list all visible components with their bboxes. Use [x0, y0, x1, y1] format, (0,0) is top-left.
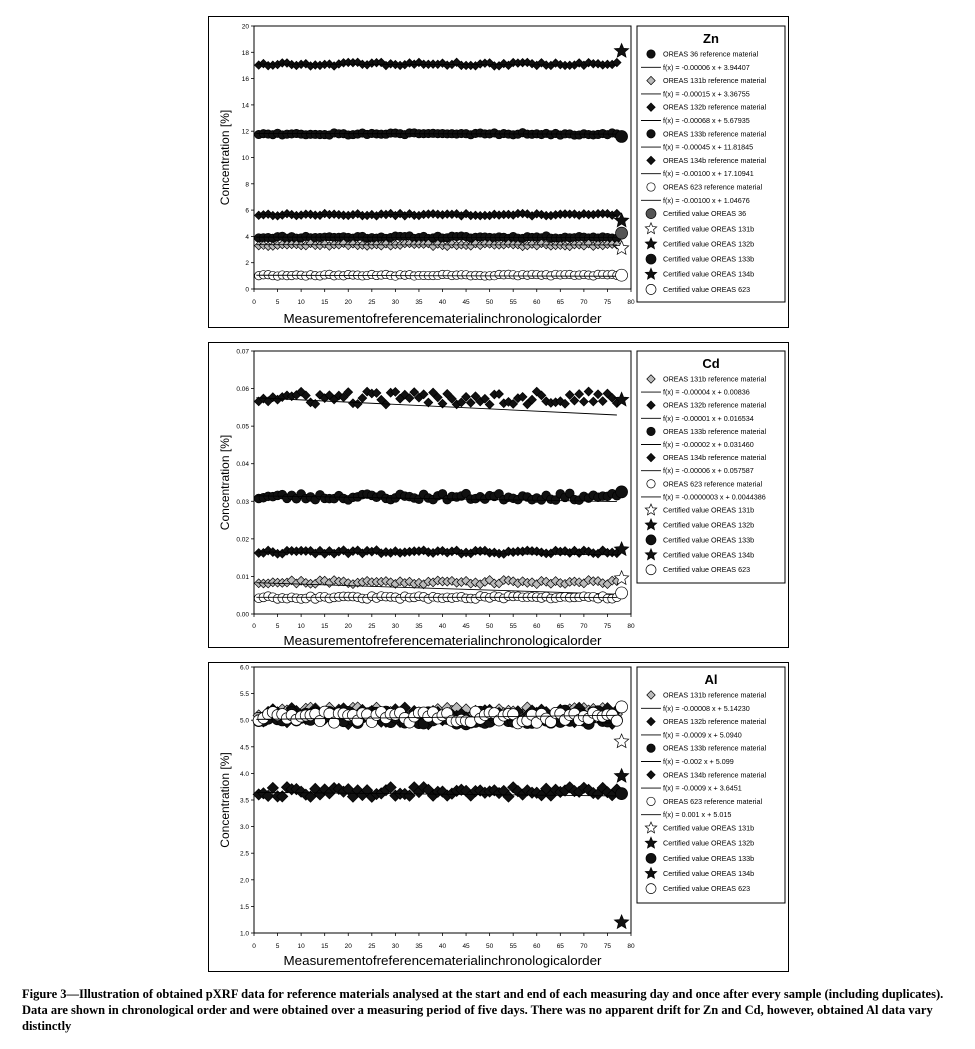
y-tick-label: 8	[245, 181, 249, 189]
legend-entry-label: Certified value OREAS 133b	[663, 535, 755, 545]
legend-entry-label: Certified value OREAS 133b	[663, 853, 755, 863]
y-tick-label: 2	[245, 260, 249, 268]
legend-marker	[647, 183, 655, 191]
legend-trend-formula: f(x) = -0.00045 x + 11.81845	[663, 142, 754, 152]
x-tick-label: 75	[603, 299, 612, 306]
chart-title: Al	[704, 672, 718, 687]
x-tick-label: 40	[438, 623, 447, 630]
certified-value-point	[616, 269, 628, 281]
data-point	[589, 397, 598, 406]
legend-entry-label: Certified value OREAS 132b	[663, 239, 755, 249]
x-tick-label: 0	[252, 299, 256, 306]
y-tick-label: 0.03	[236, 498, 249, 506]
legend-entry-label: OREAS 132b reference material	[663, 717, 767, 727]
y-tick-label: 5.0	[239, 717, 249, 725]
y-tick-label: 3.0	[239, 824, 249, 832]
x-tick-label: 15	[321, 943, 329, 950]
y-tick-label: 4.0	[239, 770, 249, 778]
y-tick-label: 5.5	[239, 691, 249, 699]
y-tick-label: 10	[241, 155, 249, 162]
data-point	[584, 387, 593, 396]
legend-marker	[646, 884, 656, 894]
x-tick-label: 5	[275, 943, 280, 950]
certified-value-point	[614, 915, 628, 929]
y-tick-label: 0.07	[236, 348, 249, 356]
x-tick-label: 65	[556, 299, 564, 306]
x-tick-label: 45	[462, 943, 470, 950]
y-tick-label: 14	[241, 102, 249, 110]
legend-marker	[647, 427, 655, 435]
x-tick-label: 75	[603, 943, 612, 950]
zn-chart-panel	[208, 16, 789, 328]
x-tick-label: 80	[627, 943, 635, 950]
x-tick-label: 45	[462, 623, 470, 630]
x-tick-label: 65	[556, 943, 564, 950]
legend-entry-label: Certified value OREAS 134b	[663, 868, 755, 878]
legend-entry-label: Certified value OREAS 132b	[663, 838, 755, 848]
legend-trend-formula: f(x) = -0.00015 x + 3.36755	[663, 89, 750, 99]
y-tick-label: 0.01	[236, 573, 249, 581]
legend-entry-label: Certified value OREAS 131b	[663, 823, 755, 833]
legend-entry-label: OREAS 133b reference material	[663, 426, 767, 436]
x-tick-label: 55	[509, 623, 517, 630]
zn-chart	[209, 17, 790, 329]
x-tick-label: 0	[252, 943, 256, 950]
y-tick-label: 16	[241, 76, 249, 84]
legend-entry-label: Certified value OREAS 134b	[663, 550, 755, 560]
legend-entry-label: Certified value OREAS 623	[663, 284, 751, 294]
legend-entry-label: OREAS 132b reference material	[663, 400, 767, 410]
x-tick-label: 60	[533, 943, 541, 950]
legend-trend-formula: f(x) = -0.0009 x + 5.0940	[663, 730, 742, 740]
legend-entry-label: OREAS 131b reference material	[663, 76, 767, 86]
y-tick-label: 2.0	[239, 877, 249, 885]
legend-entry-label: OREAS 623 reference material	[663, 182, 763, 192]
certified-value-point	[616, 486, 628, 498]
x-tick-label: 30	[391, 623, 399, 630]
y-tick-label: 18	[241, 49, 249, 57]
chart-title: Cd	[702, 356, 720, 371]
legend-entry-label: OREAS 134b reference material	[663, 155, 767, 165]
x-tick-label: 35	[415, 299, 423, 306]
legend-trend-formula: f(x) = -0.002 x + 5.099	[663, 757, 734, 766]
x-tick-label: 20	[344, 299, 352, 306]
legend-entry-label: OREAS 36 reference material	[663, 49, 759, 59]
x-tick-label: 40	[438, 299, 447, 306]
certified-value-point	[616, 587, 628, 599]
y-tick-label: 3.5	[239, 797, 249, 805]
y-tick-label: 0.04	[236, 461, 249, 469]
x-tick-label: 75	[603, 623, 612, 630]
legend-entry-label: OREAS 133b reference material	[663, 743, 767, 753]
x-tick-label: 5	[275, 623, 280, 630]
y-tick-label: 0	[245, 286, 249, 294]
x-tick-label: 15	[321, 299, 329, 306]
al-chart	[209, 663, 790, 973]
x-axis-label: Measurementofreferencematerialinchronologicalorder	[283, 953, 603, 968]
x-tick-label: 45	[462, 299, 470, 306]
al-chart-panel	[208, 662, 789, 972]
legend-entry-label: Certified value OREAS 131b	[663, 224, 755, 234]
x-tick-label: 70	[580, 299, 588, 306]
x-tick-label: 10	[297, 623, 305, 630]
legend-entry-label: OREAS 131b reference material	[663, 374, 767, 384]
legend-entry-label: Certified value OREAS 623	[663, 565, 751, 575]
legend-trend-formula: f(x) = -0.00100 x + 17.10941	[663, 169, 754, 179]
y-tick-label: 6	[245, 207, 249, 215]
x-tick-label: 20	[344, 623, 352, 630]
x-axis-label: Measurementofreferencematerialinchronologicalorder	[283, 633, 603, 648]
legend-marker	[647, 130, 655, 138]
y-tick-label: 6.0	[239, 664, 249, 672]
y-tick-label: 1.5	[239, 903, 249, 911]
y-axis-label: Concentration [%]	[218, 109, 232, 206]
legend-trend-formula: f(x) = 0.001 x + 5.015	[663, 810, 732, 820]
x-tick-label: 50	[486, 943, 494, 950]
x-tick-label: 15	[321, 623, 329, 630]
y-axis-label: Concentration [%]	[218, 434, 232, 531]
legend-trend-formula: f(x) = -0.0000003 x + 0.0044386	[663, 492, 766, 502]
legend-trend-formula: f(x) = -0.00006 x + 3.94407	[663, 62, 750, 72]
y-tick-label: 4.5	[239, 744, 249, 752]
x-tick-label: 55	[509, 943, 517, 950]
legend-entry-label: Certified value OREAS 132b	[663, 520, 755, 530]
x-tick-label: 70	[580, 943, 588, 950]
x-tick-label: 10	[297, 299, 305, 306]
legend	[637, 26, 785, 302]
y-tick-label: 20	[241, 23, 249, 31]
legend-trend-formula: f(x) = -0.00001 x + 0.016534	[663, 413, 754, 423]
legend-marker	[647, 480, 655, 488]
x-tick-label: 35	[415, 623, 423, 630]
certified-value-point	[616, 788, 628, 800]
legend-marker	[646, 209, 656, 219]
x-tick-label: 30	[391, 943, 399, 950]
certified-value-point	[614, 44, 628, 58]
legend-marker	[646, 284, 656, 294]
x-tick-label: 80	[627, 299, 635, 306]
x-tick-label: 25	[368, 623, 376, 630]
legend-entry-label: OREAS 623 reference material	[663, 479, 763, 489]
figure-caption: Figure 3—Illustration of obtained pXRF data for reference materials analysed at the start and end of each measuring day and once after every sample (including duplicates). Data are shown in chronological order and were obtained over a measuring period of five days. There was no apparent drift for Zn and Cd, however, obtained Al data vary distinctly	[22, 987, 944, 1033]
legend-entry-label: Certified value OREAS 134b	[663, 269, 755, 279]
x-tick-label: 30	[391, 299, 399, 306]
legend-trend-formula: f(x) = -0.0009 x + 3.6451	[663, 783, 742, 793]
legend-trend-formula: f(x) = -0.00004 x + 0.00836	[663, 387, 750, 397]
data-point	[579, 397, 588, 406]
legend-entry-label: Certified value OREAS 131b	[663, 505, 755, 515]
x-tick-label: 5	[275, 299, 280, 306]
certified-value-point	[616, 130, 628, 142]
y-tick-label: 0.00	[236, 611, 249, 619]
legend-entry-label: Certified value OREAS 36	[663, 209, 747, 219]
legend-entry-label: Certified value OREAS 623	[663, 884, 751, 894]
legend-marker	[647, 50, 655, 58]
series-group	[253, 782, 622, 803]
legend-trend-formula: f(x) = -0.00002 x + 0.031460	[663, 440, 754, 449]
certified-value-point	[614, 769, 628, 783]
x-tick-label: 50	[486, 299, 494, 306]
series-group	[254, 576, 621, 589]
legend-trend-formula: f(x) = -0.00100 x + 1.04676	[663, 195, 750, 205]
legend-marker	[646, 535, 656, 545]
legend-trend-formula: f(x) = -0.00008 x + 5.14230	[663, 703, 750, 713]
y-tick-label: 0.06	[236, 386, 249, 394]
y-tick-label: 0.05	[236, 423, 249, 431]
x-tick-label: 80	[627, 623, 635, 630]
x-tick-label: 70	[580, 623, 588, 630]
series-group	[254, 387, 621, 409]
legend-marker	[647, 744, 655, 752]
x-tick-label: 25	[368, 943, 376, 950]
legend-entry-label: OREAS 134b reference material	[663, 770, 767, 780]
data-point	[611, 715, 622, 726]
y-tick-label: 0.02	[236, 536, 249, 544]
certified-value-point	[616, 701, 628, 713]
plot-area	[254, 351, 631, 614]
legend-marker	[646, 565, 656, 575]
legend-entry-label: OREAS 134b reference material	[663, 453, 767, 463]
x-tick-label: 55	[509, 299, 517, 306]
x-tick-label: 35	[415, 943, 423, 950]
x-tick-label: 0	[252, 623, 256, 630]
data-point	[598, 397, 607, 406]
y-tick-label: 1.0	[239, 930, 249, 938]
cd-chart-panel	[208, 342, 789, 648]
legend-entry-label: Certified value OREAS 133b	[663, 254, 755, 264]
y-tick-label: 2.5	[239, 850, 249, 858]
cd-chart	[209, 343, 790, 649]
legend-marker	[647, 797, 655, 805]
x-axis-label: Measurementofreferencematerialinchronologicalorder	[283, 311, 603, 326]
x-tick-label: 60	[533, 299, 541, 306]
x-tick-label: 60	[533, 623, 541, 630]
data-point	[594, 390, 603, 399]
legend-entry-label: OREAS 623 reference material	[663, 796, 763, 806]
legend-marker	[646, 853, 656, 863]
legend	[637, 667, 785, 903]
legend	[637, 351, 785, 583]
y-tick-label: 12	[241, 128, 249, 136]
legend-entry-label: OREAS 132b reference material	[663, 102, 767, 112]
certified-value-point	[616, 227, 628, 239]
x-tick-label: 10	[297, 943, 305, 950]
x-tick-label: 20	[344, 943, 352, 950]
y-tick-label: 4	[245, 233, 249, 241]
legend-marker	[646, 254, 656, 264]
certified-value-point	[614, 734, 628, 748]
legend-trend-formula: f(x) = -0.00068 x + 5.67935	[663, 116, 750, 125]
x-tick-label: 40	[438, 943, 447, 950]
y-axis-label: Concentration [%]	[218, 752, 232, 848]
legend-entry-label: OREAS 131b reference material	[663, 690, 767, 700]
x-tick-label: 50	[486, 623, 494, 630]
x-tick-label: 25	[368, 299, 376, 306]
legend-trend-formula: f(x) = -0.00006 x + 0.057587	[663, 466, 754, 476]
legend-entry-label: OREAS 133b reference material	[663, 129, 767, 139]
x-tick-label: 65	[556, 623, 564, 630]
data-point	[575, 390, 584, 399]
chart-title: Zn	[703, 31, 719, 46]
